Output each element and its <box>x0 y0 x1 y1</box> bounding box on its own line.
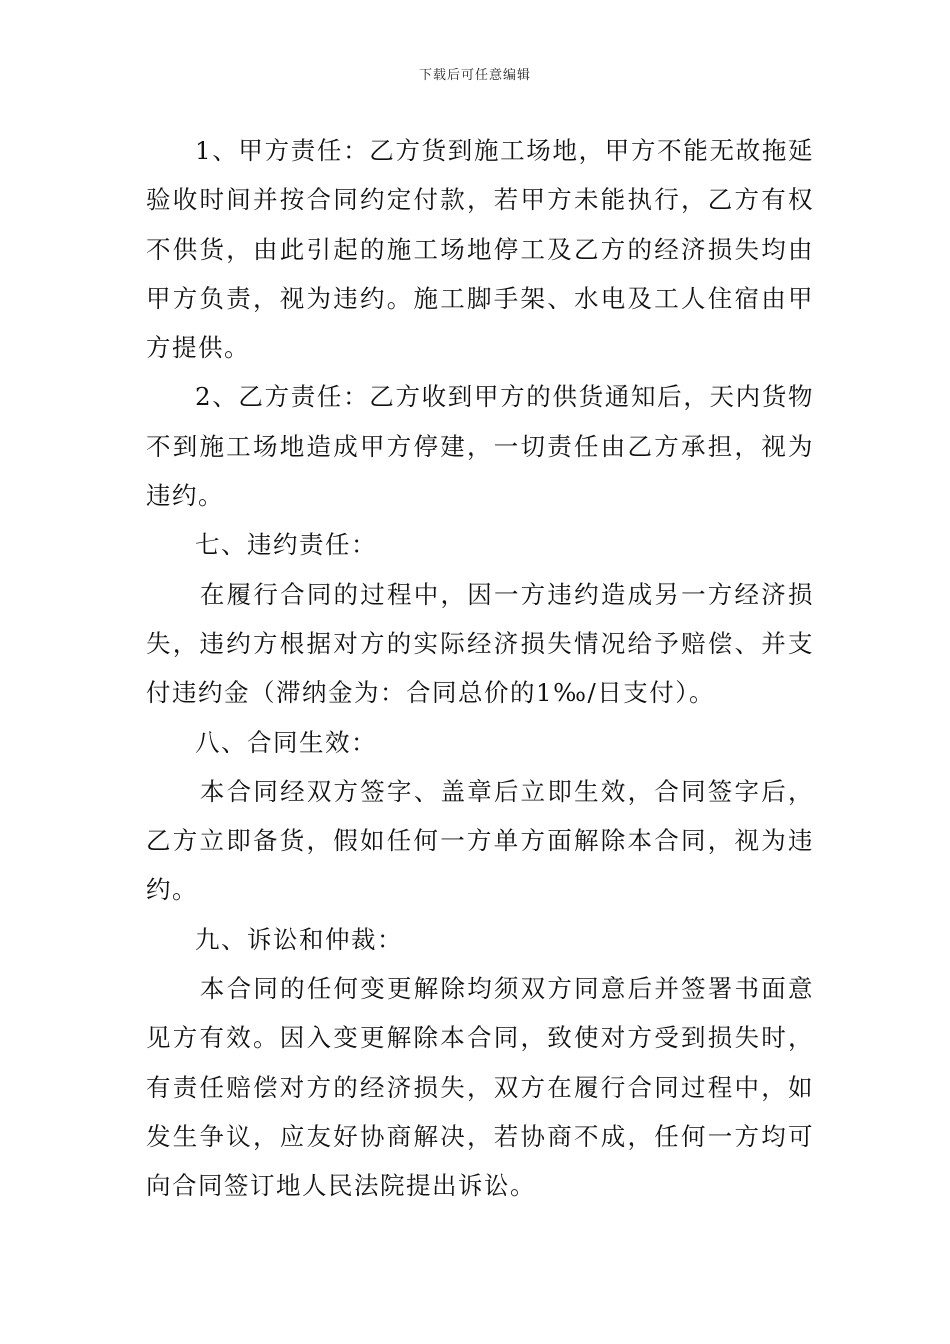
breach-liability-text: 在履行合同的过程中，因一方违约造成另一方经济损失，违约方根据对方的实际经济损失情况给予赔偿、并支付违约金（滞纳金为：合同总价的1‰/日支付）。 <box>146 579 814 708</box>
contract-effect-text: 本合同经双方签字、盖章后立即生效，合同签字后，乙方立即备货，假如任何一方单方面解除本合同，视为违约。 <box>146 776 814 905</box>
section-heading-breach-liability: 七、违约责任： <box>195 530 377 560</box>
section-heading-litigation-arbitration: 九、诉讼和仲裁： <box>195 924 403 954</box>
document-body <box>146 126 814 1211</box>
clause-party-a-responsibility: 1、甲方责任：乙方货到施工场地，甲方不能无故拖延验收时间并按合同约定付款，若甲方未能执行，乙方有权不供货，由此引起的施工场地停工及乙方的经济损失均由甲方负责，视为违约。施工脚手架、水电及工人住宿由甲方提供。 <box>146 136 814 363</box>
section-heading-contract-effect: 八、合同生效： <box>195 727 377 757</box>
clause-party-b-responsibility: 2、乙方责任：乙方收到甲方的供货通知后，天内货物不到施工场地造成甲方停建，一切责任由乙方承担，视为违约。 <box>146 382 814 511</box>
litigation-arbitration-text: 本合同的任何变更解除均须双方同意后并签署书面意见方有效。因入变更解除本合同，致使对方受到损失时，有责任赔偿对方的经济损失，双方在履行合同过程中，如发生争议，应友好协商解决，若协商不成，任何一方均可向合同签订地人民法院提出诉讼。 <box>146 974 814 1201</box>
page-header: 下载后可任意编辑 <box>418 68 531 83</box>
